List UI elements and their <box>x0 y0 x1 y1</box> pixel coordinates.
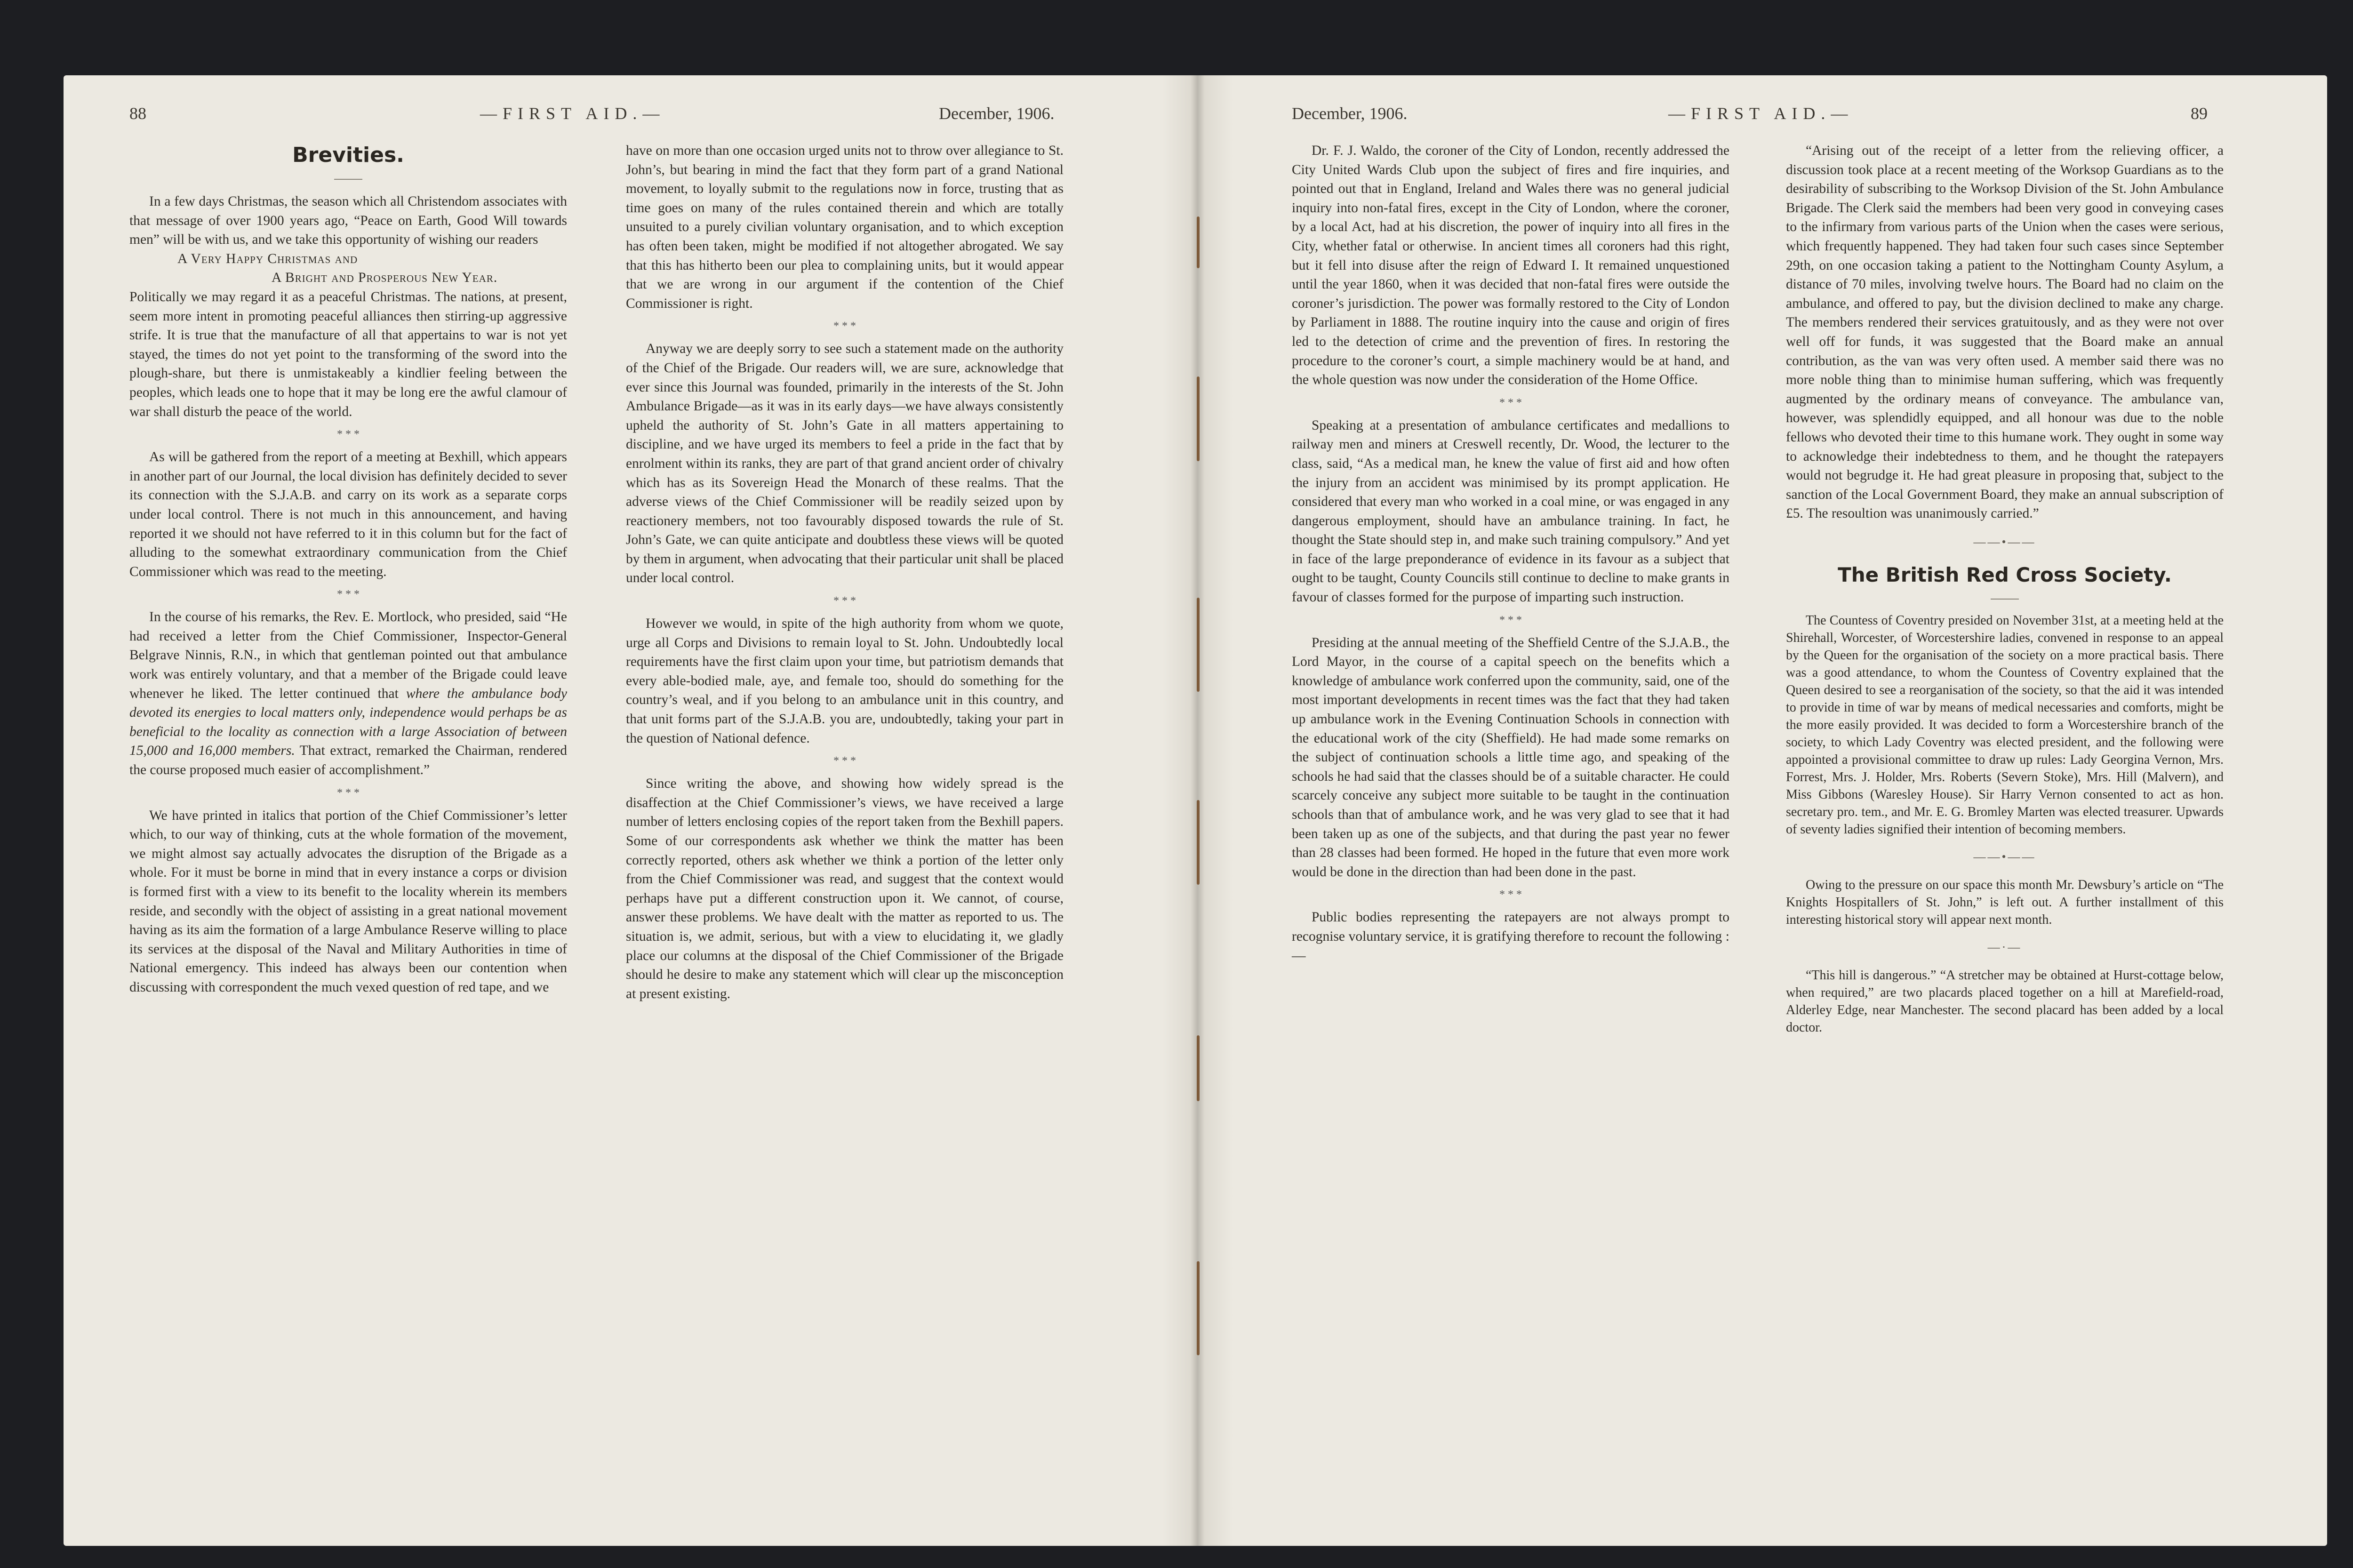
heading-rule <box>1991 599 2019 600</box>
paragraph <box>129 608 567 779</box>
italic-quote: where the ambulance body devoted its energies to local matters only, independence would perhaps be as beneficial to the locality as connection with a large Association of between 15,000 and 16,000 members. <box>129 686 568 759</box>
paragraph: “Arising out of the receipt of a letter from the relieving officer, a discussion took place at a recent meeting of the Worksop Guardians as to the desirability of subscribing to the Worksop Division of the St. John Ambulance Brigade. The Clerk said the members had been very good in conveying cases to the infirmary from various parts of the Union when the cases were serious, which frequently happened. They had taken four such cases since September 29th, on one occasion taking a patient to the Nottingham County Asylum, a distance of 70 miles, involving twelve hours. The Board had no claim on the ambulance, and offered to pay, but the division declined to make any charge. The members rendered their services gratuitously, and as they were not over well off for funds, it was suggested that the Board make an annual contribution, as the van was very often used. A member said there was no more noble thing than to minimise human suffering, which was frequently augmented by the ordinary means of conveyance. The ambulance van, however, was splendidly equipped, and all honour was due to the noble fellows who devoted their time to this humane work. They ought in some way to acknowledge their indebtedness to them, and he thought the ratepayers would not begrudge it. He had great pleasure in proposing that, subject to the sanction of the Local Government Board, they make an annual subscription of £5. The resoultion was unanimously carried.” <box>1786 143 2224 521</box>
ornamental-divider: ——•—— <box>1973 535 2036 549</box>
running-title: —FIRST AID.— <box>1668 104 1854 123</box>
section-divider-stars: * * * <box>833 595 856 608</box>
section-divider-stars: * * * <box>337 588 360 601</box>
binding-stitch <box>1197 216 1200 268</box>
section-divider-stars: * * * <box>833 320 856 333</box>
right-running-header <box>1292 104 2233 132</box>
paragraph: The Countess of Coventry presided on November 31st, at a meeting held at the Shirehall, Worcester, of Worcestershire ladies, convened in response to an appeal by the Queen for the organisation of the society on a more practical basis. There was a good attendance, to whom the Countess of Coventry explained that the Queen desired to see a reorganisation of the society, so that the aid it was intended to provide in time of war by means of medical necessaries and comforts, might be the more easily provided. It was decided to form a Worcestershire branch of the society, to which Lady Coventry was elected president, and the following were appointed a provisional committee to draw up rules: Lady Georgina Vernon, Mrs. Forrest, Mrs. J. Holder, Mrs. Roberts (Severn Stoke), Mrs. Hill (Malvern), and Miss Gibbons (Waresley House). Sir Harry Vernon consented to act as hon. secretary pro. tem., and Mr. E. G. Bromley Marten was elected treasurer. Upwards of seventy ladies signified their intention of becoming members. <box>1786 613 2224 837</box>
binding-stitch <box>1197 598 1200 692</box>
christmas-greeting: A Very Happy Christmas and <box>177 251 358 266</box>
binding-stitch <box>1197 1035 1200 1101</box>
section-heading: Brevities. <box>292 143 404 167</box>
paragraph-text: That extract, remarked the Chairman, rendered the course proposed much easier of accomplishment.” <box>129 743 568 778</box>
paragraph: As will be gathered from the report of a meeting at Bexhill, which appears in another part of our Journal, the local division has definitely decided to sever its connection with the S.J.A.B. and carry on its work as a separate corps under local control. There is not much in this announcement, and having reported it we should not have referred to it in this column but for the fact of alluding to the somewhat extraordinary communication from the Chief Commissioner which was read to the meeting. <box>129 449 567 579</box>
section-divider-stars: * * * <box>337 786 360 799</box>
paragraph: Anyway we are deeply sorry to see such a statement made on the authority of the Chief of the Brigade. Our readers will, we are sure, acknowledge that ever since this Journal was founded, primarily in the interests of the St. John Ambulance Brigade—as it was in its early days—we have always consistently upheld the authority of St. John’s Gate in all matters appertaining to discipline, and we have urged its members to feel a pride in the fact that by enrolment within its ranks, they are part of that grand ancient order of chivalry which has as its Sovereign Head the Monarch of these realms. That the adverse views of the Chief Commissioner will be readily seized upon by reactionery members, not too favourably disposed towards the rule of St. John’s Gate, we can quite anticipate and doubtless these views will be quoted by them in argument, when advocating that their particular unit shall be placed under local control. <box>626 341 1064 586</box>
paragraph: Dr. F. J. Waldo, the coroner of the City of London, recently addressed the City United Wards Club upon the subject of fires and fire inquiries, and pointed out that in England, Ireland and Wales there was no general judicial inquiry into non-fatal fires, except in the City of London, where the coroner, by a local Act, had at his discretion, the power of inquiry into all fires in the City, whether fatal or otherwise. In ancient times all coroners had this right, but it fell into disuse after the reign of Edward I. It remained unquestioned until the year 1860, when it was decided that non-fatal fires were outside the coroner’s jurisdiction. The power was formally restored to the City of London by Parliament in 1888. The routine inquiry into the cause and origin of fires led to the detection of crime and the prevention of fires. In restoring the procedure to the coroner’s court, a simple machinery would be at hand, and the whole question was now under the consideration of the Home Office. <box>1292 143 1729 388</box>
column-3 <box>1292 141 1729 965</box>
binding-stitch <box>1197 376 1200 461</box>
running-title: —FIRST AID.— <box>480 104 665 123</box>
paragraph: Presiding at the annual meeting of the Sheffield Centre of the S.J.A.B., the Lord Mayor, in the course of a capital speech on the benefits which a knowledge of ambulance work conferred upon the community, said, one of the most important developments in recent times was the fact that they had taken up ambulance work in the Evening Continuation Schools in connection with the educational work of the city (Sheffield). He had made some remarks on the subject of continuation schools a little time ago, and speaking of the schools he had said that the classes should be of a suitable character. He could scarcely conceive any subject more suitable to be taught in the continuation schools than that of ambulance work, and he was very glad to see that it had been taken up as one of the subjects, and that during the past year no fewer than 28 classes had been formed. He hoped in the future that even more work would be done in the direction than had been done in the past. <box>1292 635 1729 880</box>
paragraph: “This hill is dangerous.” “A stretcher may be obtained at Hurst-cottage below, when required,” are two placards placed together on a hill at Marefield-road, Alderley Edge, near Manchester. The second placard has been added by a local doctor. <box>1786 968 2224 1035</box>
heading-rule <box>334 179 362 180</box>
binding-stitch <box>1197 800 1200 885</box>
paragraph: However we would, in spite of the high authority from whom we quote, urge all Corps and Divisions to remain loyal to St. John. Undoubtedly local requirements have the first claim upon your time, but patriotism demands that every able-bodied male, aye, and female too, should do something for the country’s weal, and if you belong to an ambulance unit in this country, and that unit forms part of the S.J.A.B. you are, undoubtedly, taking your part in the question of National defence. <box>626 616 1064 746</box>
ornamental-divider: ——•—— <box>1973 850 2036 864</box>
issue-date: December, 1906. <box>939 104 1055 123</box>
new-year-greeting: A Bright and Prosperous New Year. <box>272 270 498 286</box>
section-divider-stars: * * * <box>1499 614 1522 626</box>
section-heading: The British Red Cross Society. <box>1838 563 2172 587</box>
section-divider-stars: * * * <box>833 755 856 768</box>
ornamental-divider: —·— <box>1987 940 2022 954</box>
paragraph: Owing to the pressure on our space this month Mr. Dewsbury’s article on “The Knights Hospitallers of St. John,” is left out. A further installment of this interesting historical story will appear next month. <box>1786 878 2224 928</box>
left-running-header <box>129 104 1071 132</box>
section-divider-stars: * * * <box>1499 888 1522 901</box>
column-4 <box>1786 141 2224 1036</box>
paragraph: have on more than one occasion urged units not to throw over allegiance to St. John’s, but bearing in mind the fact that they form part of a grand National movement, to loyally submit to the regulations now in force, trusting that as time goes on many of the rules contained therein and which are totally unsuited to a purely civilian voluntary organisation, and to which exception has often been taken, might be modified if not altogether abrogated. We say that this has hitherto been our plea to complaining units, but it would appear that we are wrong in our argument if the contention of the Chief Commissioner is right. <box>626 143 1064 311</box>
section-divider-stars: * * * <box>1499 396 1522 409</box>
issue-date: December, 1906. <box>1292 104 1408 123</box>
paragraph-text: In the course of his remarks, the Rev. E. Mortlock, who presided, said “He had received a letter from the Chief Commissioner, Inspector-General Belgrave Ninnis, R.N., in which that gentleman pointed out that ambulance work was entirely voluntary, and that a member of the Brigade could leave whenever he liked. The letter continued that <box>129 609 567 701</box>
binding-stitch <box>1197 1261 1200 1355</box>
paragraph: Since writing the above, and showing how widely spread is the disaffection at the Chief Commissioner’s views, we have received a large number of letters enclosing copies of the report taken from the Bexhill papers. Some of our correspondents ask whether we think the matter has been correctly reported, others ask whether we think a portion of the letter only from the Chief Commissioner was read, and suggest that the context would perhaps have put a different construction upon it. We cannot, of course, answer these problems. We have dealt with the matter as reported to us. The situation is, we admit, serious, but with a view to elucidating it, we gladly place our columns at the disposal of the Chief Commissioner of the Brigade should he desire to make any statement which will clear up the misconception at present existing. <box>626 776 1064 1001</box>
paragraph: In a few days Christmas, the season which all Christendom associates with that message of over 1900 years ago, “Peace on Earth, Good Will towards men” will be with us, and we take this opportunity of wishing our readers <box>129 194 567 248</box>
column-2 <box>626 141 1064 1003</box>
column-1 <box>129 141 567 997</box>
paragraph: Public bodies representing the ratepayers are not always prompt to recognise voluntary service, it is gratifying therefore to recount the following :— <box>1292 910 1729 963</box>
page-number: 89 <box>2191 104 2208 123</box>
page-number: 88 <box>129 104 146 123</box>
section-divider-stars: * * * <box>337 428 360 441</box>
paragraph: Politically we may regard it as a peaceful Christmas. The nations, at present, seem more intent in promoting peaceful alliances then stirring-up aggressive strife. It is true that the manufacture of all that appertains to war is not yet stayed, the times do not yet point to the transforming of the sword into the plough-share, but there is unmistakeably a kindlier feeling between the peoples, which leads one to hope that it may be long ere the awful clamour of war shall disturb the peace of the world. <box>129 289 567 419</box>
paragraph: Speaking at a presentation of ambulance certificates and medallions to railway men and miners at Creswell recently, Dr. Wood, the lecturer to the class, said, “As a medical man, he knew the value of first aid and how often the injury from an accident was minimised by its prompt application. He considered that every man who worked in a coal mine, or was engaged in any dangerous employment, should have an ambulance training. In fact, he thought the State should step in, and make such training compulsory.” And yet in face of the large preponderance of evidence in its favour as a subject that ought to be taught, County Councils still continue to decline to make grants in favour of classes formed for the purpose of imparting such instruction. <box>1292 417 1729 605</box>
paragraph: We have printed in italics that portion of the Chief Commissioner’s letter which, to our way of thinking, cuts at the whole formation of the movement, we might almost say actually advocates the disruption of the Brigade as a whole. For it must be borne in mind that in every instance a corps or division is formed first with a view to its benefit to the locality wherein its members reside, and secondly with the object of assisting in a great national movement having as its aim the formation of a large Ambulance Reserve willing to place its services at the disposal of the Naval and Military Authorities in time of National emergency. This indeed has always been our contention when discussing with correspondent the much vexed question of red tape, and we <box>129 808 567 995</box>
